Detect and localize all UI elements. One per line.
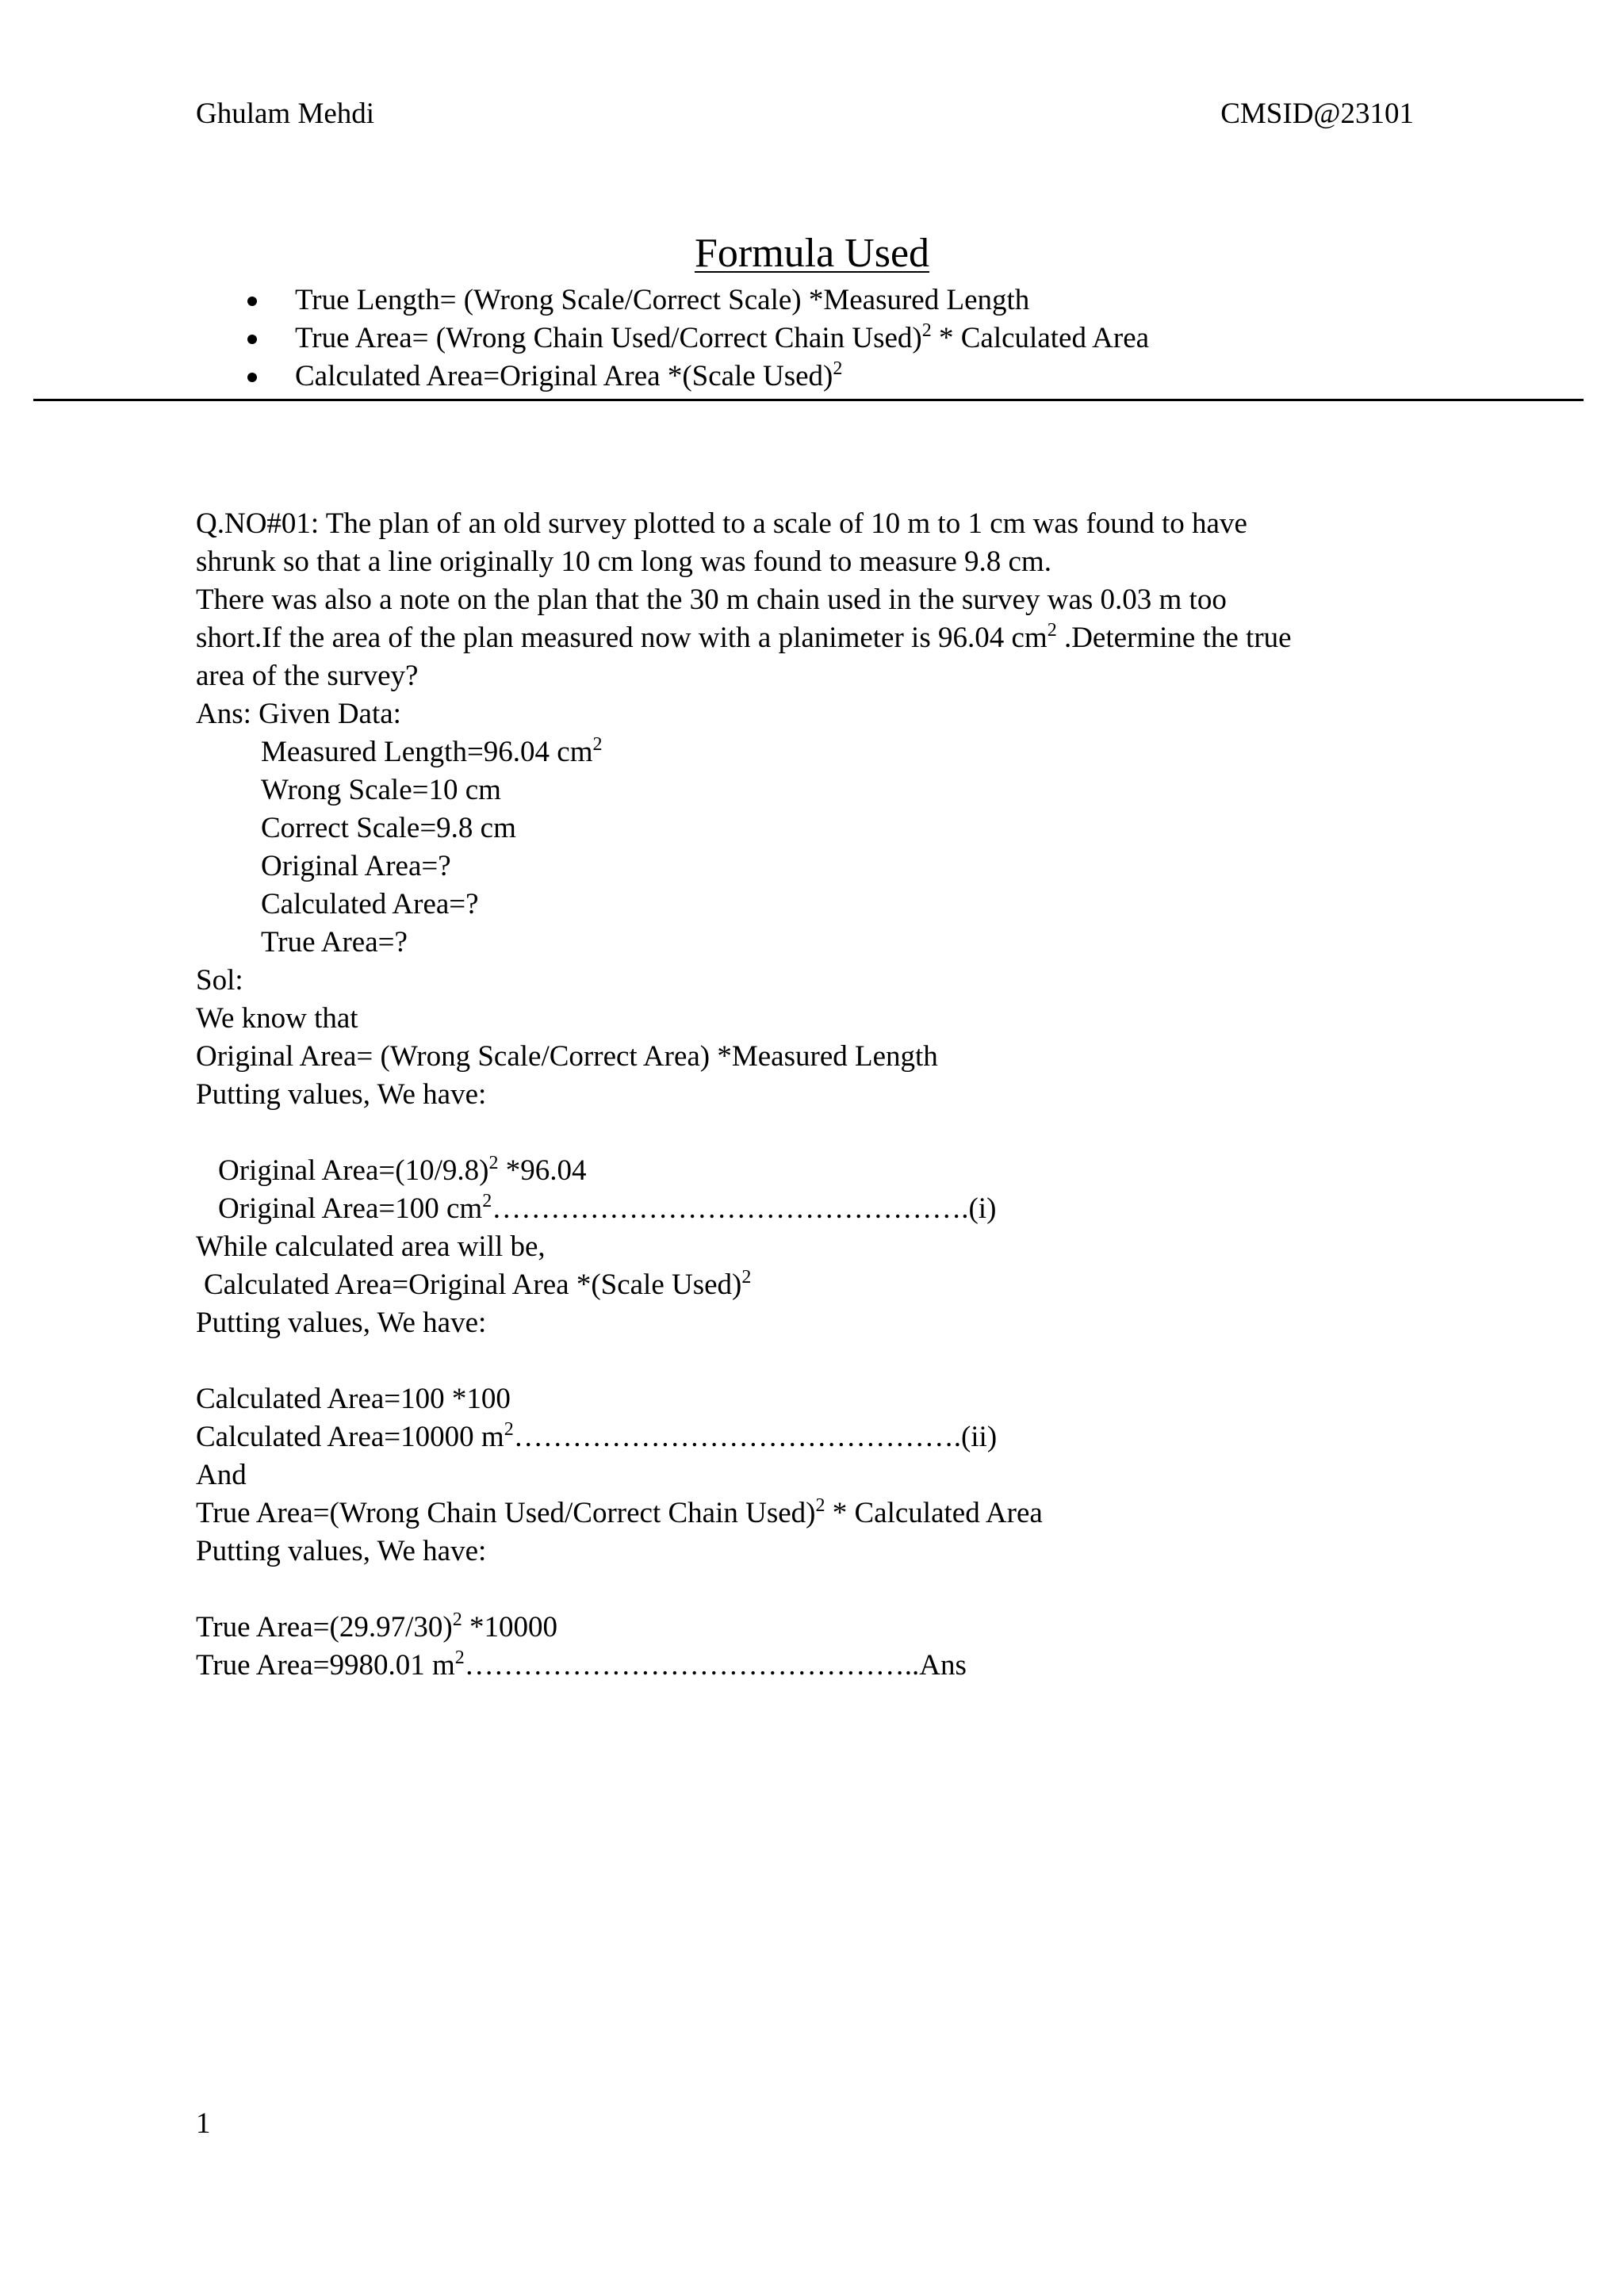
bullet-icon [247,297,257,306]
putting-values-text: Putting values, We have: [196,1078,487,1111]
horizontal-divider [33,399,1584,401]
bullet-icon [247,373,257,382]
given-correct-scale: Correct Scale=9.8 cm [261,812,516,844]
page-number: 1 [196,2107,211,2140]
solution-text: We know that [196,1002,358,1035]
question-line: Q.NO#01: The plan of an old survey plotted to a scale of 10 m to 1 cm was found to have [196,507,1247,540]
cms-id: CMSID@23101 [1220,98,1414,130]
formula-item: True Length= (Wrong Scale/Correct Scale) *Measured Length [238,281,1149,320]
calculated-area-step: Calculated Area=100 *100 [196,1383,511,1415]
putting-values-text: Putting values, We have: [196,1307,487,1339]
question-line: shrunk so that a line originally 10 cm long was found to measure 9.8 cm. [196,545,1051,578]
formula-item: True Area= (Wrong Chain Used/Correct Chain Used)$^2$ * Calculated Area [238,320,1149,358]
question-line: There was also a note on the plan that the 30 m chain used in the survey was 0.03 m too [196,584,1227,616]
putting-values-text: Putting values, We have: [196,1535,487,1567]
question-answer-body [196,505,1421,1685]
solution-text: While calculated area will be, [196,1230,546,1263]
solution-label: Sol: [196,964,243,997]
bullet-icon [247,335,257,344]
true-area-step: True $Area=(29.97/30)^2$ *10000 [196,1609,557,1644]
formula-title: Formula Used [694,231,930,276]
original-area-step: Original $Area=(10/9.8)^2$ *96.04 [218,1153,587,1187]
given-original-area: Original Area=? [261,850,451,882]
true-area-formula: True Area=(Wrong Chain Used/Correct Chain Used)$^2$ * Calculated Area [196,1495,1043,1529]
original-area-formula: Original Area= (Wrong Scale/Correct Area) *Measured Length [196,1040,938,1073]
formula-item: Calculated Area=Original Area *(Scale Used)$^2$ [238,358,1149,396]
given-wrong-scale: Wrong Scale=10 cm [261,774,501,806]
question-line: area of the survey? [196,660,419,692]
given-measured-length: Measured Length=96.04 $cm^2$ [261,734,603,768]
formula-list [238,281,1149,396]
question-line: short.If the area of the plan measured now with a planimeter is 96.04 $cm^2$ .Determine the true [196,620,1292,654]
true-area-result: True Area=9980.01 $m^2\dots\dots\dots\dots\dots\dots\dots\dots\dots\dots\dots\dots\dots\dots\dots..Ans$ [196,1647,967,1682]
calculated-area-formula: Calculated Area=Original Area *(Scale Used)$^2$ [204,1267,752,1301]
original-area-result: Original Area=100 $cm^2\dots\dots\dots\dots\dots\dots\dots\dots\dots\dots\dots\dots\dots\dots\dots\dots.(i)$ [218,1191,997,1225]
solution-text: And [196,1459,247,1491]
given-calculated-area: Calculated Area=? [261,888,479,920]
author-name: Ghulam Mehdi [196,98,375,130]
calculated-area-result: Calculated Area=10000 $m^2\dots\dots\dots\dots\dots\dots\dots\dots\dots\dots\dots\dots\dots\dots\dots.(ii)$ [196,1419,998,1453]
given-heading: Ans: Given Data: [196,698,401,730]
given-true-area: True Area=? [261,926,408,959]
